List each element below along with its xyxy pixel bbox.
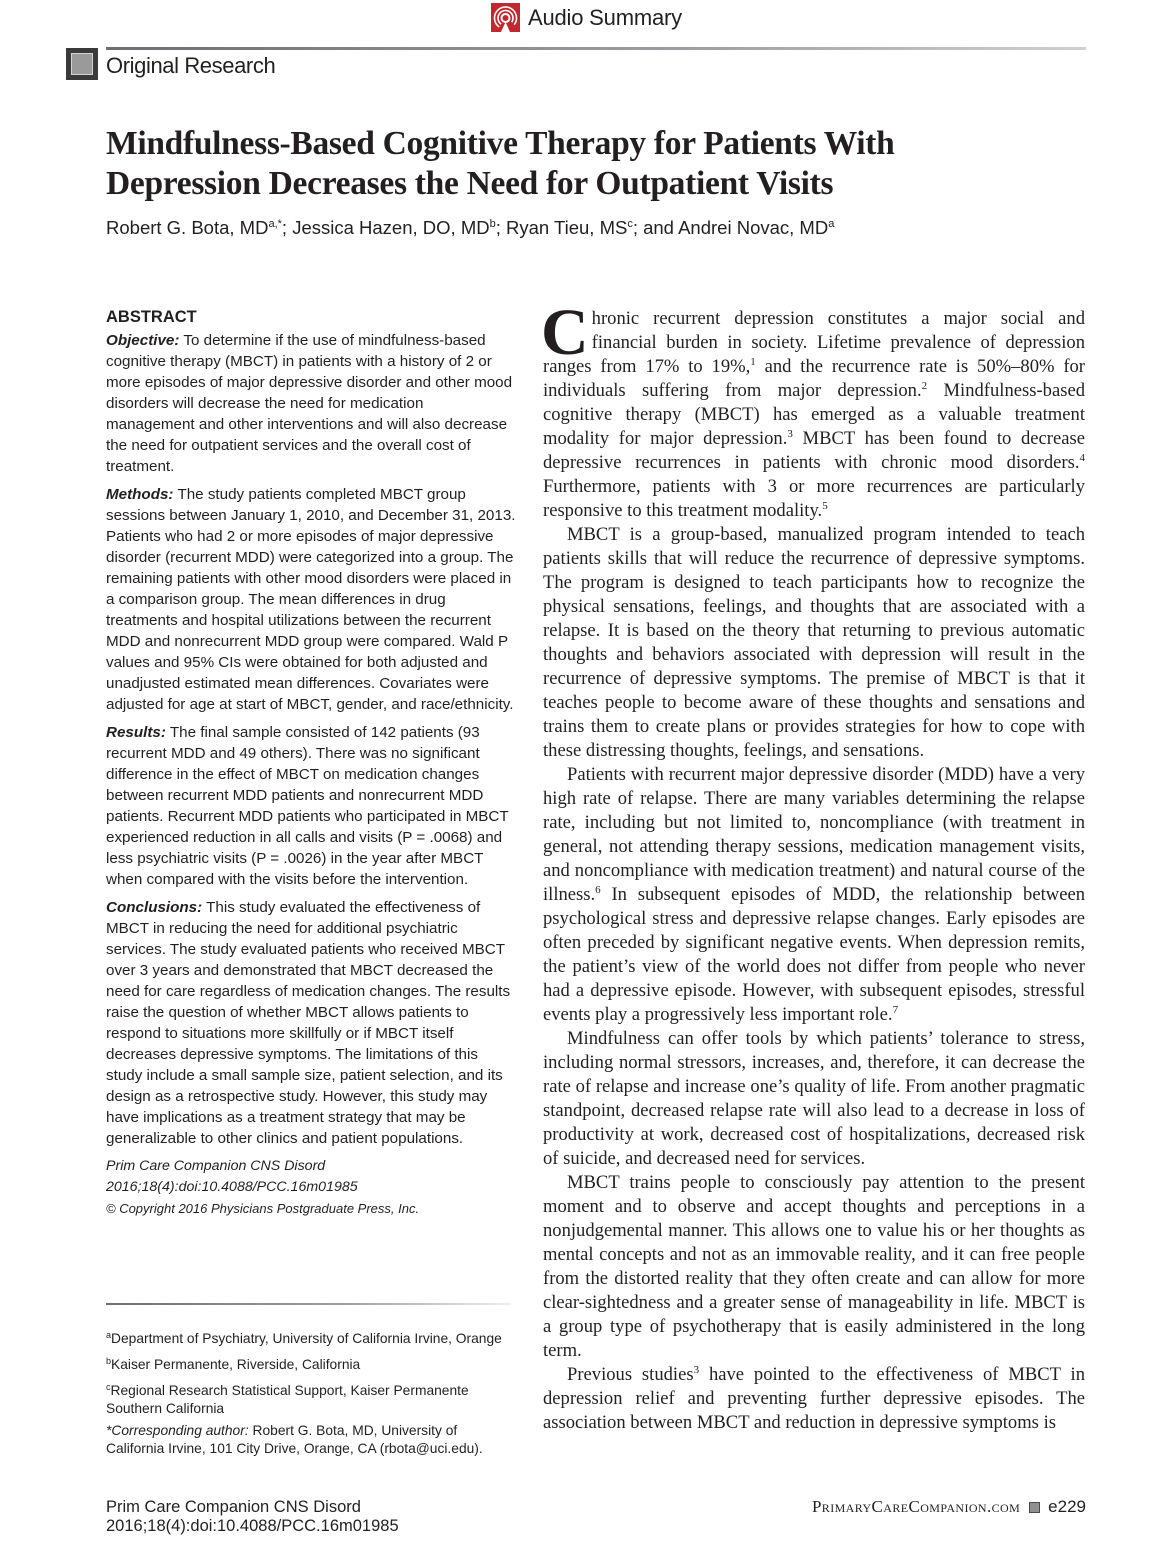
footer-site-link[interactable]: PrimaryCareCompanion.com <box>811 1497 1021 1516</box>
body-paragraph: Mindfulness can offer tools by which patients’ tolerance to stress, including normal stressors, increases, and, therefore, it can decrease the rate of relapse and increase one’s quality of life. From another pragmatic standpoint, decreased relapse rate will also lead to a decrease in loss of productivity at work, decreased cost of hospitalizations, decreased risk of suicide, and decreased need for services. <box>543 1028 1085 1169</box>
section-label: Original Research <box>106 53 276 78</box>
section-badge-icon <box>66 48 98 80</box>
author-name: Jessica Hazen, DO, MD <box>292 217 490 238</box>
abstract-divider <box>106 1303 511 1305</box>
author-affiliation-marker: b <box>489 218 496 230</box>
affiliation-marker: b <box>106 1356 112 1366</box>
citation-journal: Prim Care Companion CNS Disord <box>106 1158 326 1174</box>
affiliation-text: Regional Research Statistical Support, Kaiser Permanente Southern California <box>106 1383 469 1416</box>
body-paragraph: MBCT trains people to consciously pay attention to the present moment and to observe and accept thoughts and perceptions in a nonjudgemental manner. This allows one to value his or her thoughts as mental concepts and not as an immovable reality, and it can free people from the distorted reality that they often create and can allow for more clear-sightedness and a greater sense of manageability in life. MBCT is a group type of psychotherapy that is easily administered in the long term. <box>543 1172 1085 1361</box>
reference-citation[interactable]: 1 <box>750 356 756 368</box>
body-paragraph: Previous studies$^3$ have pointed to the effectiveness of MBCT in depression relief and preventing further depressive episodes. The association between MBCT and reduction in depressive symptoms is <box>543 1364 1085 1433</box>
section-label: Results: <box>106 724 166 741</box>
section-text: The final sample consisted of 142 patients (93 recurrent MDD and 49 others). There was no significant difference in the effect of MBCT on medication changes between recurrent MDD patients and nonrecurrent MDD patients. Recurrent MDD patients who participated in MBCT experienced reduction in all calls and visits (P = .0068) and less psychiatric visits (P = .0026) in the year after MBCT when compared with the visits before the intervention. <box>106 724 509 888</box>
affiliations <box>106 1326 516 1462</box>
affiliation-c <box>106 1378 516 1418</box>
footer-doi: 2016;18(4):doi:10.4088/PCC.16m01985 <box>106 1517 399 1535</box>
section-text: The study patients completed MBCT group sessions between January 1, 2010, and December 31, 2013. Patients who had 2 or more episodes of major depressive disorder (recurrent MDD) were categorized into a group. The remaining patients with other mood disorders were placed in a comparison group. The mean differences in drug treatments and hospital utilizations between the recurrent MDD and nonrecurrent MDD group were compared. Wald P values and 95% CIs were obtained for both adjusted and unadjusted estimated mean differences. Covariates were adjusted for age at start of MBCT, gender, and race/ethnicity. <box>106 486 516 713</box>
section-text: This study evaluated the effectiveness of MBCT in reducing the need for additional psychiatric services. The study evaluated patients who received MBCT over 3 years and demonstrated that MBCT decreased the need for care regardless of medication changes. The results raise the question of whether MBCT allows patients to respond to situations more skillfully or if MBCT itself decreases depressive symptoms. The limitations of this study include a small sample size, patient selection, and its design as a retrospective study. However, this study may have implications as a treatment strategy that may be generalizable to other clinics and patient populations. <box>106 899 511 1147</box>
body-text <box>541 296 1085 1435</box>
affiliation-text: Department of Psychiatry, University of California Irvine, Orange <box>111 1331 502 1346</box>
affiliation-text: Kaiser Permanente, Riverside, California <box>111 1357 361 1372</box>
reference-citation[interactable]: 3 <box>787 428 793 440</box>
reference-citation[interactable]: 2 <box>921 380 928 392</box>
drop-cap: C <box>541 296 589 369</box>
affiliation-marker: c <box>106 1382 111 1392</box>
corresponding-label: *Corresponding author: <box>106 1423 249 1438</box>
reference-citation[interactable]: 4 <box>1079 452 1085 464</box>
reference-citation[interactable]: 6 <box>595 884 601 896</box>
abstract-heading: ABSTRACT <box>106 308 197 326</box>
abstract <box>106 306 516 1219</box>
audio-summary-label: Audio Summary <box>528 4 682 30</box>
copyright: © Copyright 2016 Physicians Postgraduate Press, Inc. <box>106 1201 420 1216</box>
abstract-conclusions <box>106 897 516 1149</box>
abstract-citation <box>106 1156 516 1219</box>
footer-journal: Prim Care Companion CNS Disord <box>106 1498 361 1516</box>
abstract-methods <box>106 484 516 715</box>
article-title <box>106 124 1006 204</box>
corresponding-text: Robert G. Bota, MD, University of California Irvine, 101 City Drive, Orange, CA (rbota@uci.edu). <box>106 1423 483 1456</box>
footer-citation <box>106 1498 399 1536</box>
header-divider <box>106 47 1086 50</box>
author-list <box>106 217 834 239</box>
reference-citation[interactable]: 7 <box>892 1004 899 1016</box>
section-label: Methods: <box>106 486 174 503</box>
author-affiliation-marker: c <box>627 218 633 230</box>
author-name: Ryan Tieu, MS <box>506 217 628 238</box>
body-paragraph: Patients with recurrent major depressive disorder (MDD) have a very high rate of relapse. There are many variables determining the relapse rate, including but not limited to, noncompliance (with treatment in general, not attending therapy sessions, medication management visits, and noncompliance with medication treatment) and natural course of the illness.$^6$ In subsequent episodes of MDD, the relationship between psychological stress and depressive relapse changes. Early episodes are often preceded by significant negative events. When depression remits, the patient’s view of the world does not differ from people who never had a depressive episode. However, with subsequent episodes, stressful events play a progressively less important role.$^7$ <box>543 764 1085 1025</box>
section-label: Conclusions: <box>106 899 203 916</box>
author-name: Andrei Novac, MD <box>678 217 829 238</box>
affiliation-b <box>106 1352 516 1374</box>
citation-doi[interactable]: 2016;18(4):doi:10.4088/PCC.16m01985 <box>106 1179 358 1195</box>
affiliation-marker: a <box>106 1330 112 1340</box>
reference-citation[interactable]: 3 <box>693 1364 700 1376</box>
page-number: e229 <box>1048 1497 1086 1516</box>
author-affiliation-marker: a,* <box>268 218 282 230</box>
author-separator: ; and <box>632 217 679 238</box>
author-separator: ; <box>495 217 506 238</box>
author-affiliation-marker: a <box>828 218 835 230</box>
author-name: Robert G. Bota, MD <box>106 217 269 238</box>
author-separator: ; <box>281 217 293 238</box>
square-bullet-icon <box>1029 1502 1040 1513</box>
footer-right <box>812 1497 1086 1517</box>
affiliation-a <box>106 1326 516 1348</box>
abstract-objective <box>106 330 516 477</box>
abstract-results <box>106 722 516 890</box>
title-line-1: Mindfulness-Based Cognitive Therapy for Patients With <box>106 125 895 162</box>
section-label: Objective: <box>106 332 180 349</box>
audio-broadcast-icon <box>491 3 520 32</box>
audio-summary-link[interactable] <box>491 3 682 32</box>
section-text: To determine if the use of mindfulness-based cognitive therapy (MBCT) in patients with a history of 2 or more episodes of major depressive disorder and other mood disorders will decrease the need for medication management and other interventions and will also decrease the need for outpatient services and the overall cost of treatment. <box>106 332 513 475</box>
body-paragraph: Chronic recurrent depression constitutes a major social and financial burden in society. Lifetime prevalence of depression ranges from 17% to 19%,$^1$ and the recurrence rate is 50%–80% for individuals suffering from major depression.$^2$ Mindfulness-based cognitive therapy (MBCT) has emerged as a valuable treatment modality for major depression.$^3$ MBCT has been found to decrease depressive recurrences in patients with chronic mood disorders.$^4$ Furthermore, patients with 3 or more recurrences are particularly responsive to this treatment modality.$^5$ <box>541 296 1085 521</box>
body-paragraph: MBCT is a group-based, manualized program intended to teach patients skills that will reduce the recurrence of depressive symptoms. The program is designed to teach participants how to recognize the physical sensations, feelings, and thoughts that are associated with a relapse. It is based on the theory that returning to previous automatic thoughts and behaviors associated with depression will result in the recurrence of depressive symptoms. The premise of MBCT is that it teaches people to become aware of these thoughts and sensations and trains them to create plans or provides strategies for how to cope with these distressing thoughts, feelings, and sensations. <box>543 524 1085 761</box>
reference-citation[interactable]: 5 <box>822 500 828 512</box>
title-line-2: Depression Decreases the Need for Outpatient Visits <box>106 165 834 202</box>
corresponding-author <box>106 1422 516 1458</box>
